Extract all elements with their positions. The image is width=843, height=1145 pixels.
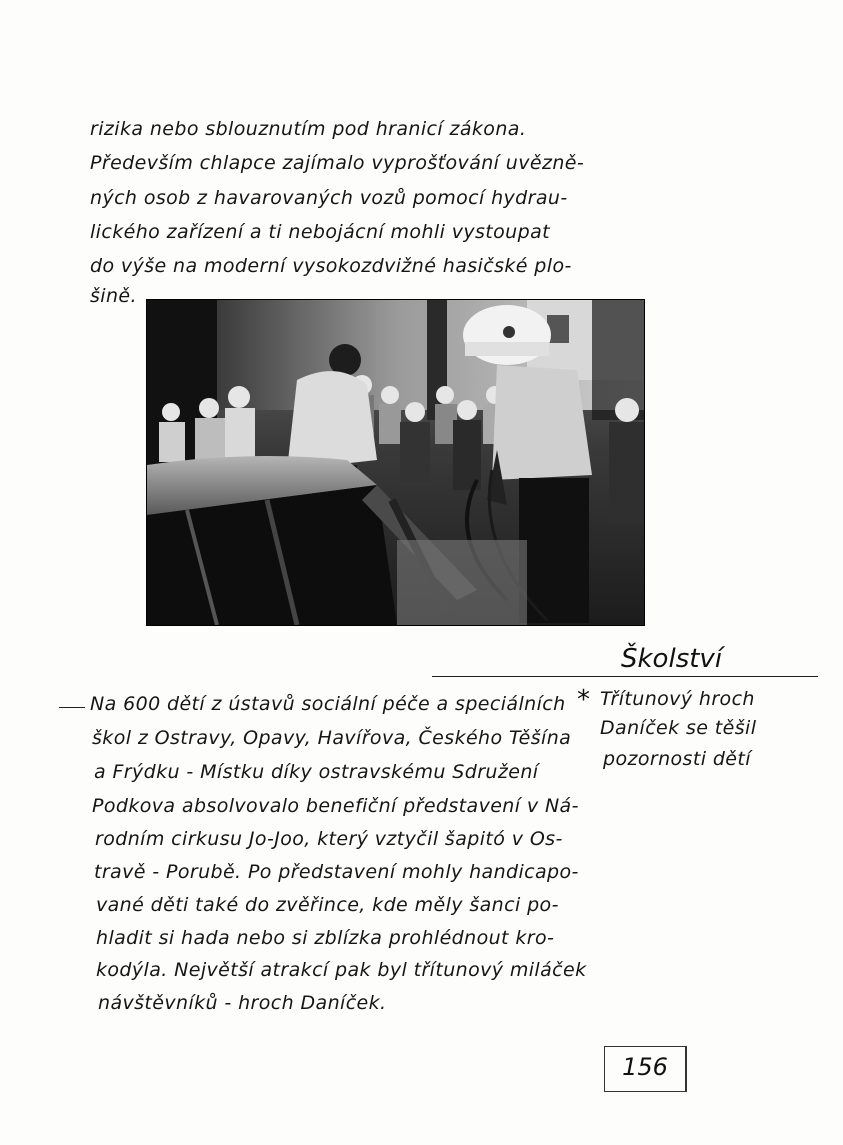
heading-underline [432,676,818,677]
text-line: hladit si hada nebo si zblízka prohlédnout kro- [96,927,555,949]
page-number: 156 [622,1053,668,1081]
text-line: rodním cirkusu Jo-Joo, který vztyčil šapitó v Os- [95,828,563,850]
entry-dash [59,707,85,708]
text-line: ných osob z havarovaných vozů pomocí hydrau- [90,187,568,209]
text-line: a Frýdku - Místku díky ostravskému Sdružení [94,761,539,783]
caption-line: Daníček se těšil [600,717,757,739]
page-number-box [604,1046,687,1092]
text-line: travě - Porubě. Po představení mohly handicapo- [94,861,579,883]
caption-line: Třítunový hroch [600,688,755,710]
text-line: škol z Ostravy, Opavy, Havířova, Českého Těšína [92,727,572,749]
text-line: kodýla. Největší atrakcí pak byl třítunový miláček [96,959,587,981]
section-heading: Školství [621,644,723,674]
text-line: Podkova absolvovalo benefiční představení v Ná- [92,795,579,817]
caption-line: pozornosti dětí [603,748,751,770]
text-line: lického zařízení a ti nebojácní mohli vystoupat [90,221,550,243]
text-line: rizika nebo sblouznutím pod hranicí zákona. [90,118,527,140]
asterisk-marker: * [577,685,590,715]
text-line: Na 600 dětí z ústavů sociální péče a speciálních [90,693,566,715]
text-line: návštěvníků - hroch Daníček. [98,992,387,1014]
text-line: do výše na moderní vysokozdvižné hasičské plo- [90,255,572,277]
photo-firefighter-demonstration [146,299,645,626]
text-line: šině. [90,285,137,307]
text-line: Především chlapce zajímalo vyprošťování uvězně- [90,152,585,174]
text-line: vané děti také do zvěřince, kde měly šanci po- [96,894,559,916]
